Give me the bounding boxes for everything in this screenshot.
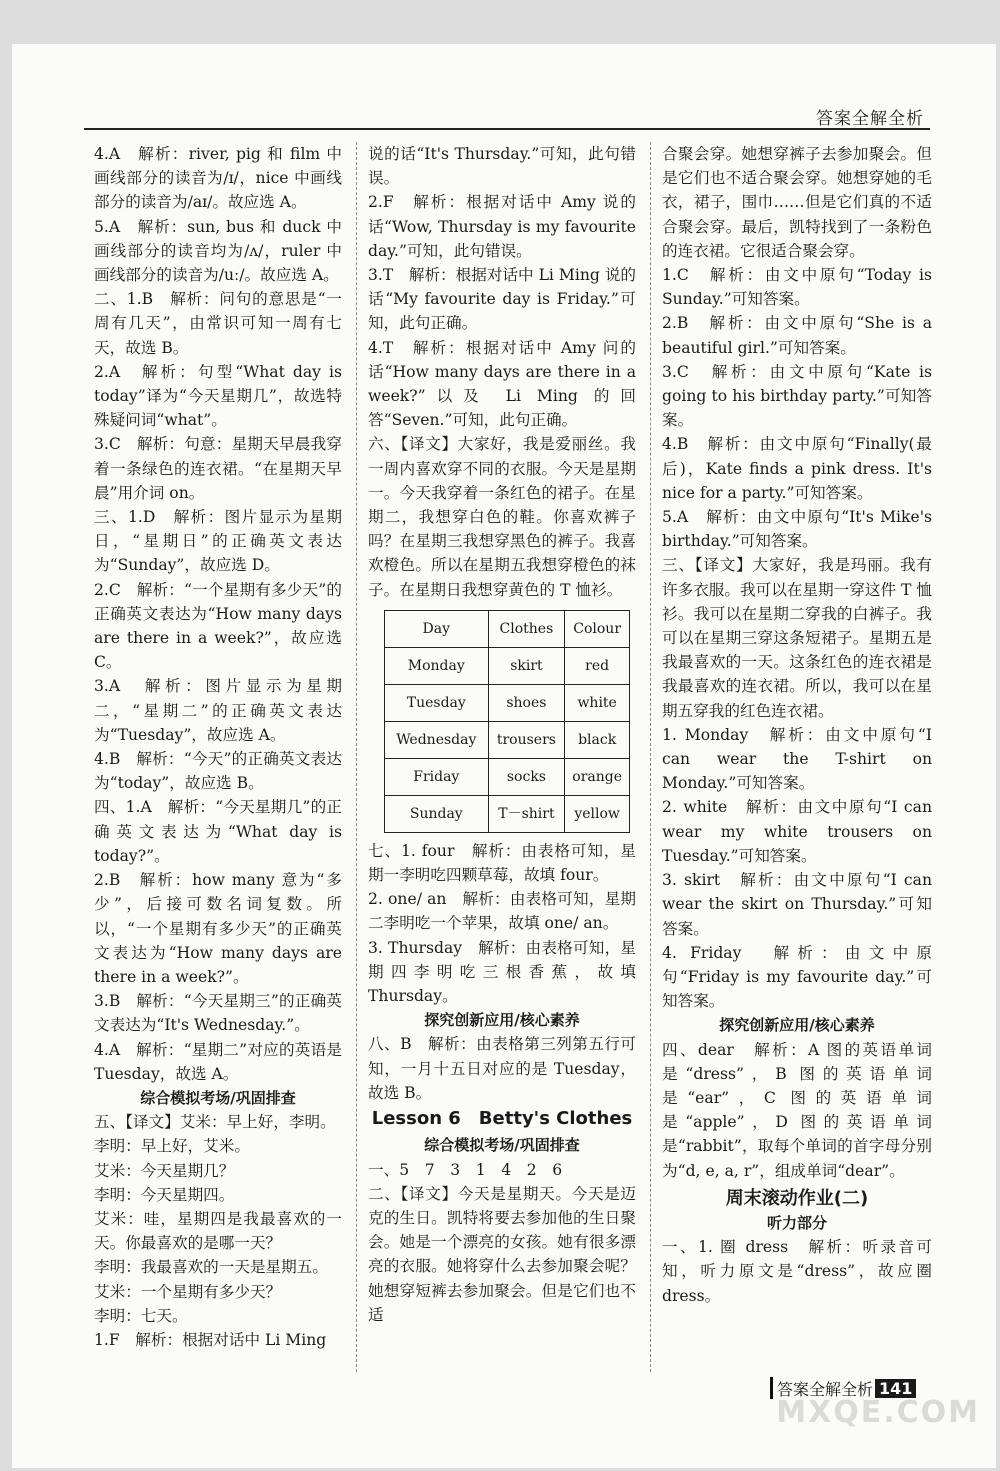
dialogue-line: 李明：早上好，艾米。 bbox=[94, 1137, 250, 1156]
table-cell: shoes bbox=[488, 684, 565, 721]
table-row bbox=[385, 684, 630, 721]
answer-item: 5.A 解析：由文中原句“It's Mike's birthday.”可知答案。 bbox=[662, 508, 932, 551]
translation-paragraph: 二、【译文】今天是星期天。今天是迈克的生日。凯特将要去参加他的生日聚会。她是一个漂亮的女孩。她有很多漂亮的衣服。她将穿什么去参加聚会呢？她想穿短裤去参加聚会。但是它们也不适 bbox=[368, 1184, 636, 1324]
table-row bbox=[385, 795, 630, 832]
dialogue-line: 艾米：哇，星期四是我最喜欢的一天。你最喜欢的是哪一天？ bbox=[94, 1209, 342, 1253]
column-2 bbox=[368, 142, 636, 1327]
answer-item: 2. one/ an 解析：由表格可知，星期二李明吃一个苹果，故填 one/ an。 bbox=[368, 890, 636, 933]
answer-item: 四、1.A 解析：“今天星期几”的正确英文表达为“What day is today?”。 bbox=[94, 798, 342, 865]
table-cell: white bbox=[565, 684, 630, 721]
answer-item: 1.C 解析：由文中原句“Today is Sunday.”可知答案。 bbox=[662, 266, 932, 309]
table-cell: Sunday bbox=[385, 795, 489, 832]
table-cell: skirt bbox=[488, 647, 565, 684]
dialogue-line: 李明：七天。 bbox=[94, 1306, 188, 1325]
footer-label: 答案全解全析 bbox=[777, 1379, 874, 1399]
table-cell: Monday bbox=[385, 647, 489, 684]
answer-item: 二、1.B 解析：问句的意思是“一周有几天”，由常识可知一周有七天，故选 B。 bbox=[94, 290, 342, 357]
watermark: MXQE.COM bbox=[776, 1395, 980, 1430]
section-heading: 探究创新应用/核心素养 bbox=[424, 1011, 580, 1030]
answer-item: 3.C 解析：句意：星期天早晨我穿着一条绿色的连衣裙。“在星期天早晨”用介词 on。 bbox=[94, 435, 342, 502]
answer-item: 1.F 解析：根据对话中 Li Ming bbox=[94, 1330, 327, 1349]
answer-item: 一、1. 圈 dress 解析：听录音可知，听力原文是“dress”，故应圈 dress。 bbox=[662, 1238, 932, 1305]
answer-item: 四、dear 解析：A 图的英语单词是“dress”，B 图的英语单词是“ear”，C 图的英语单词是“apple”，D 图的英语单词是“rabbit”，取每个单词的首字母分别为“d, e, a, r”，组成单词“dear”。 bbox=[662, 1040, 932, 1180]
answer-item: 5.A 解析：sun, bus 和 duck 中画线部分的读音均为/ʌ/，ruler 中画线部分的读音为/uː/。故应选 A。 bbox=[94, 217, 342, 285]
answer-item: 2.C 解析：“一个星期有多少天”的正确英文表达为“How many days are there in a week?”，故应选 C。 bbox=[94, 580, 342, 672]
answer-item: 2.F 解析：根据对话中 Amy 说的话“Wow, Thursday is my favourite day.”可知，此句错误。 bbox=[368, 193, 636, 260]
answer-item: 七、1. four 解析：由表格可知，星期一李明吃四颗草莓，故填 four。 bbox=[368, 841, 636, 885]
table-cell: Friday bbox=[385, 758, 489, 795]
table-row bbox=[385, 721, 630, 758]
table-row bbox=[385, 758, 630, 795]
answer-item: 一、5 7 3 1 4 2 6 bbox=[368, 1160, 563, 1179]
answer-item: 3. Thursday 解析：由表格可知，星期四李明吃三根香蕉，故填 Thursday。 bbox=[368, 938, 636, 1006]
dialogue-line: 李明：今天星期四。 bbox=[94, 1185, 235, 1204]
translation-paragraph: 六、【译文】大家好，我是爱丽丝。我一周内喜欢穿不同的衣服。今天是星期一。今天我穿着一条红色的裙子。在星期二，我想穿白色的鞋。你喜欢裤子吗？在星期三我想穿黑色的裤子。我喜欢橙色。所以在星期五我想穿橙色的袜子。在星期日我想穿黄色的 T 恤衫。 bbox=[368, 435, 636, 599]
table-cell: Tuesday bbox=[385, 684, 489, 721]
dialogue-line: 李明：我最喜欢的一天是星期五。 bbox=[94, 1258, 328, 1277]
answer-item: 2. white 解析：由文中原句“I can wear my white trousers on Tuesday.”可知答案。 bbox=[662, 798, 932, 865]
section-heading: 综合模拟考场/巩固排查 bbox=[140, 1088, 296, 1107]
translation-paragraph: 三、【译文】大家好，我是玛丽。我有许多衣服。我可以在星期一穿这件 T 恤衫。我可以在星期二穿我的白裤子。我可以在星期三穿这条短裙子。星期五是我最喜欢的一天。这条红色的连衣裙是我最喜欢的连衣裙。所以，我可以在星期五穿我的红色连衣裙。 bbox=[662, 556, 932, 720]
answer-item: 八、B 解析：由表格第三列第五行可知，一月十五日对应的是 Tuesday，故选 B。 bbox=[368, 1035, 636, 1102]
answer-item: 2.B 解析：how many 意为“多少”，后接可数名词复数。所以，“一个星期有多少天”的正确英文表达为“How many days are there in a week?”。 bbox=[94, 871, 342, 986]
table-cell: black bbox=[565, 721, 630, 758]
table-header-cell: Clothes bbox=[488, 610, 565, 647]
column-1 bbox=[94, 142, 342, 1352]
column-3 bbox=[662, 142, 932, 1308]
answer-item: 2.A 解析：句型“What day is today”译为“今天星期几”，故选特殊疑问词“what”。 bbox=[94, 362, 342, 430]
dialogue-line: 艾米：今天星期几？ bbox=[94, 1161, 235, 1180]
page-number: 141 bbox=[875, 1379, 916, 1398]
answer-item: 三、1.D 解析：图片显示为星期日，“星期日”的正确英文表达为“Sunday”，故应选 D。 bbox=[94, 508, 342, 575]
table-header-row bbox=[385, 610, 630, 647]
clothes-table bbox=[384, 610, 630, 833]
table-header-cell: Day bbox=[385, 610, 489, 647]
answer-item: 4.B 解析：由文中原句“Finally(最后)，Kate finds a pink dress. It's nice for a party.”可知答案。 bbox=[662, 435, 932, 502]
answer-item: 4.A 解析：river, pig 和 film 中画线部分的读音为/ɪ/，nice 中画线部分的读音为/aɪ/。故应选 A。 bbox=[94, 145, 342, 212]
lesson-title: Lesson 6 Betty's Clothes bbox=[371, 1108, 633, 1130]
answer-item: 4.T 解析：根据对话中 Amy 问的话“How many days are there in a week?”以及 Li Ming 的回答“Seven.”可知，此句正确。 bbox=[368, 338, 636, 430]
answer-item: 4.A 解析：“星期二”对应的英语是 Tuesday，故选 A。 bbox=[94, 1040, 342, 1083]
answer-item: 3.B 解析：“今天星期三”的正确英文表达为“It's Wednesday.”。 bbox=[94, 992, 342, 1035]
translation-paragraph: 合聚会穿。她想穿裤子去参加聚会。但是它们也不适合聚会穿。她想穿她的毛衣，裙子，围巾……但是它们真的不适合聚会穿。最后，凯特找到了一条粉色的连衣裙。它很适合聚会穿。 bbox=[662, 145, 932, 260]
answer-item: 3.T 解析：根据对话中 Li Ming 说的话“My favourite day is Friday.”可知，此句正确。 bbox=[368, 266, 637, 333]
header-rule bbox=[84, 128, 930, 130]
answer-item: 说的话“It's Thursday.”可知，此句错误。 bbox=[368, 145, 636, 188]
section-heading: 听力部分 bbox=[766, 1213, 827, 1232]
answer-item: 4.B 解析：“今天”的正确英文表达为“today”，故应选 B。 bbox=[94, 750, 342, 793]
table-row bbox=[385, 647, 630, 684]
answer-item: 3.A 解析：图片显示为星期二，“星期二”的正确英文表达为“Tuesday”，故应选 A。 bbox=[94, 677, 342, 744]
table-cell: Wednesday bbox=[385, 721, 489, 758]
answer-item: 3. skirt 解析：由文中原句“I can wear the skirt on Thursday.”可知答案。 bbox=[662, 871, 932, 938]
table-cell: yellow bbox=[565, 795, 630, 832]
running-header: 答案全解全析 bbox=[816, 109, 924, 129]
table-cell: T－shirt bbox=[488, 795, 565, 832]
section-heading: 综合模拟考场/巩固排查 bbox=[424, 1136, 580, 1155]
table-header-cell: Colour bbox=[565, 610, 630, 647]
footer-bar bbox=[770, 1377, 773, 1399]
answer-item: 4. Friday 解析：由文中原句“Friday is my favourite day.”可知答案。 bbox=[662, 943, 932, 1011]
table-cell: red bbox=[565, 647, 630, 684]
table-cell: trousers bbox=[488, 721, 565, 758]
section-heading: 探究创新应用/核心素养 bbox=[719, 1016, 875, 1035]
dialogue-line: 五、【译文】艾米：早上好，李明。 bbox=[94, 1113, 336, 1132]
table-cell: orange bbox=[565, 758, 630, 795]
column-divider bbox=[650, 142, 651, 1372]
column-divider bbox=[356, 142, 357, 1372]
table-cell: socks bbox=[488, 758, 565, 795]
weekend-title: 周末滚动作业(二) bbox=[725, 1187, 869, 1209]
answer-item: 3.C 解析：由文中原句“Kate is going to his birthday party.”可知答案。 bbox=[662, 362, 932, 430]
dialogue-line: 艾米：一个星期有多少天？ bbox=[94, 1282, 282, 1301]
answer-item: 2.B 解析：由文中原句“She is a beautiful girl.”可知答案。 bbox=[662, 314, 932, 357]
answer-item: 1. Monday 解析：由文中原句“I can wear the T-shirt on Monday.”可知答案。 bbox=[662, 725, 932, 793]
